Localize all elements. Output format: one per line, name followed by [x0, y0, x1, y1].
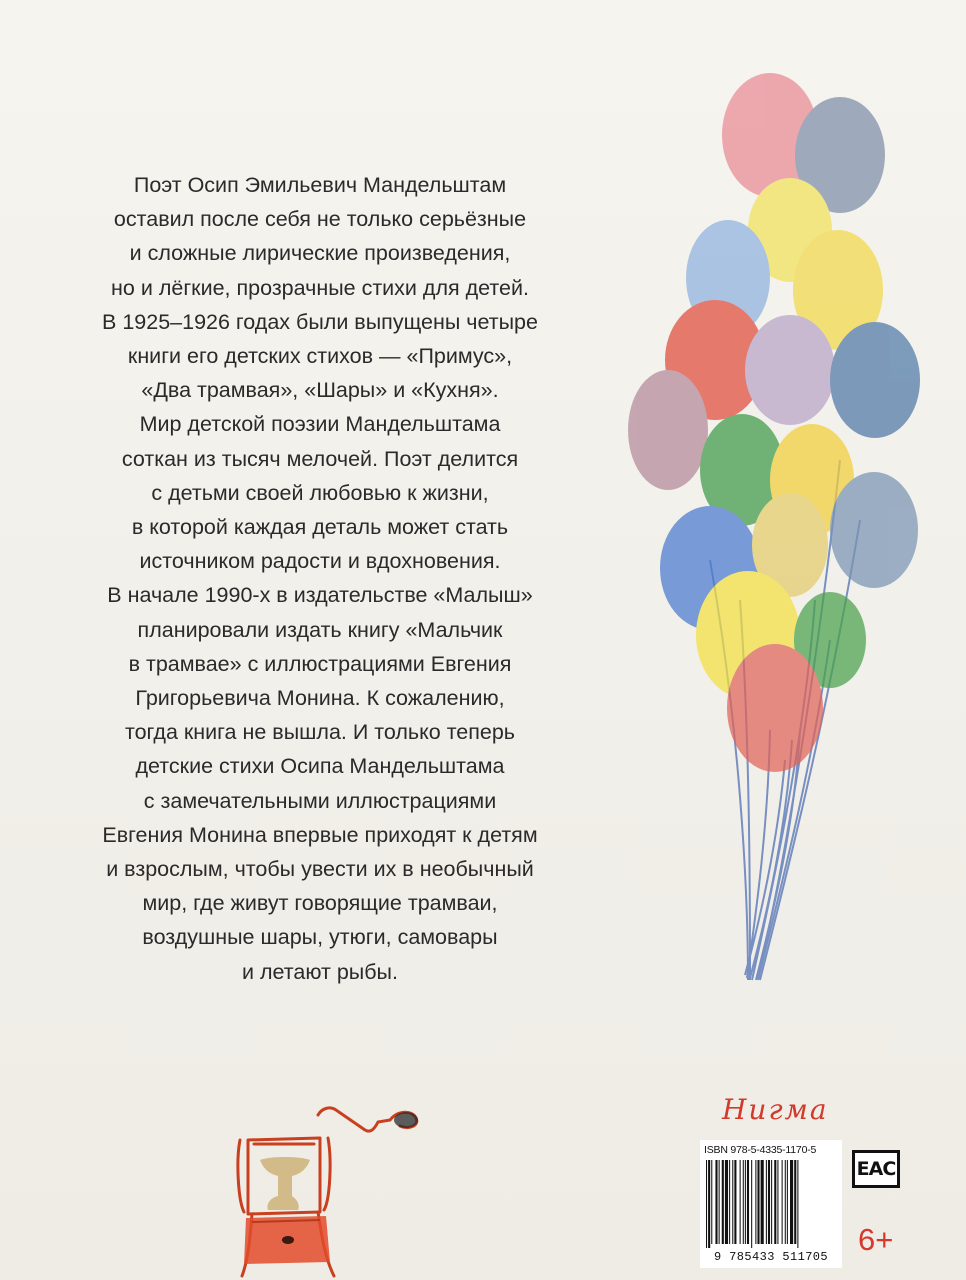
coffee-grinder-illustration [230, 1100, 440, 1280]
annotation-line: мир, где живут говорящие трамваи, [142, 891, 498, 916]
annotation-line: с детьми своей любовью к жизни, [151, 480, 489, 505]
barcode-bar [782, 1160, 783, 1244]
publisher-logo-text: Нигма [722, 1093, 829, 1126]
barcode-bar [771, 1160, 772, 1244]
annotation-line: книги его детских стихов — «Примус», [127, 344, 513, 369]
barcode-bar [755, 1160, 756, 1244]
annotation-line: но и лёгкие, прозрачные стихи для детей. [111, 275, 529, 300]
balloons-illustration [600, 40, 940, 990]
annotation-line: и летают рыбы. [242, 959, 398, 984]
grinder-drawer-knob [282, 1236, 294, 1244]
barcode-bar [743, 1160, 744, 1244]
barcode-bar [734, 1160, 736, 1244]
barcode-bar [794, 1160, 796, 1244]
barcode-bar [711, 1160, 712, 1244]
barcode-bar [757, 1160, 759, 1244]
barcode-bar [732, 1160, 733, 1244]
balloon [628, 370, 708, 490]
barcode-bar [797, 1160, 798, 1248]
barcode-bar [747, 1160, 749, 1244]
barcode-bar [719, 1160, 720, 1244]
balloon [830, 322, 920, 438]
barcode-bar [787, 1160, 788, 1244]
annotation-line: В начале 1990-х в издательстве «Малыш» [107, 583, 533, 608]
annotation-line: с замечательными иллюстрациями [143, 788, 497, 813]
annotation-line: и взрослым, чтобы увести их в необычный [106, 857, 534, 882]
barcode-block [700, 1140, 842, 1268]
barcode-bar [751, 1160, 752, 1248]
barcode-bar [745, 1160, 746, 1244]
annotation-text [40, 168, 600, 989]
annotation-line: Мир детской поэзии Мандельштама [139, 412, 501, 437]
barcode-bar [768, 1160, 770, 1244]
barcode-bar [774, 1160, 776, 1244]
barcode-bar [715, 1160, 717, 1244]
annotation-line: планировали издать книгу «Мальчик [137, 617, 503, 642]
annotation-line: в которой каждая деталь может стать [131, 515, 509, 540]
grinder-knob [394, 1112, 418, 1128]
barcode-bar [790, 1160, 793, 1244]
balloon [745, 315, 835, 425]
ean-number: 9 785433 511705 [713, 1250, 829, 1264]
annotation-line: тогда книга не вышла. И только теперь [124, 720, 516, 745]
annotation-line: соткан из тысяч мелочей. Поэт делится [121, 446, 519, 471]
barcode-bar [785, 1160, 786, 1244]
isbn-number: ISBN 978-5-4335-1170-5 [704, 1144, 817, 1156]
barcode-bar [740, 1160, 741, 1244]
barcode-bar [777, 1160, 778, 1244]
balloon-group [628, 73, 920, 772]
barcode-bar [708, 1160, 710, 1248]
annotation-line: Поэт Осип Эмильевич Мандельштам [133, 173, 507, 197]
age-rating: 6+ [858, 1222, 894, 1257]
publisher-logo [718, 1083, 838, 1131]
eac-certification-mark: EAC [852, 1150, 900, 1188]
barcode [704, 1160, 838, 1248]
barcode-bar [729, 1160, 730, 1244]
barcode-bar [706, 1160, 707, 1248]
annotation-line: в трамвае» с иллюстрациями Евгения [128, 651, 512, 676]
annotation-line: источником радости и вдохновения. [139, 549, 501, 574]
balloon [727, 644, 823, 772]
barcode-bar [766, 1160, 767, 1244]
annotation-line: Григорьевича Монина. К сожалению, [135, 686, 505, 711]
barcode-bar [725, 1160, 728, 1244]
annotation-line: В 1925–1926 годах были выпущены четыре [102, 309, 538, 334]
barcode-bar [722, 1160, 724, 1244]
barcode-bar [761, 1160, 764, 1244]
annotation-line: детские стихи Осипа Мандельштама [135, 754, 505, 779]
annotation-line: и сложные лирические произведения, [129, 241, 511, 266]
annotation-line: оставил после себя не только серьёзные [113, 207, 527, 232]
annotation-line: «Два трамвая», «Шары» и «Кухня». [141, 378, 499, 403]
balloon [830, 472, 918, 588]
annotation-line: Евгения Монина впервые приходят к детям [102, 822, 538, 847]
annotation-line: воздушные шары, утюги, самовары [142, 925, 498, 950]
